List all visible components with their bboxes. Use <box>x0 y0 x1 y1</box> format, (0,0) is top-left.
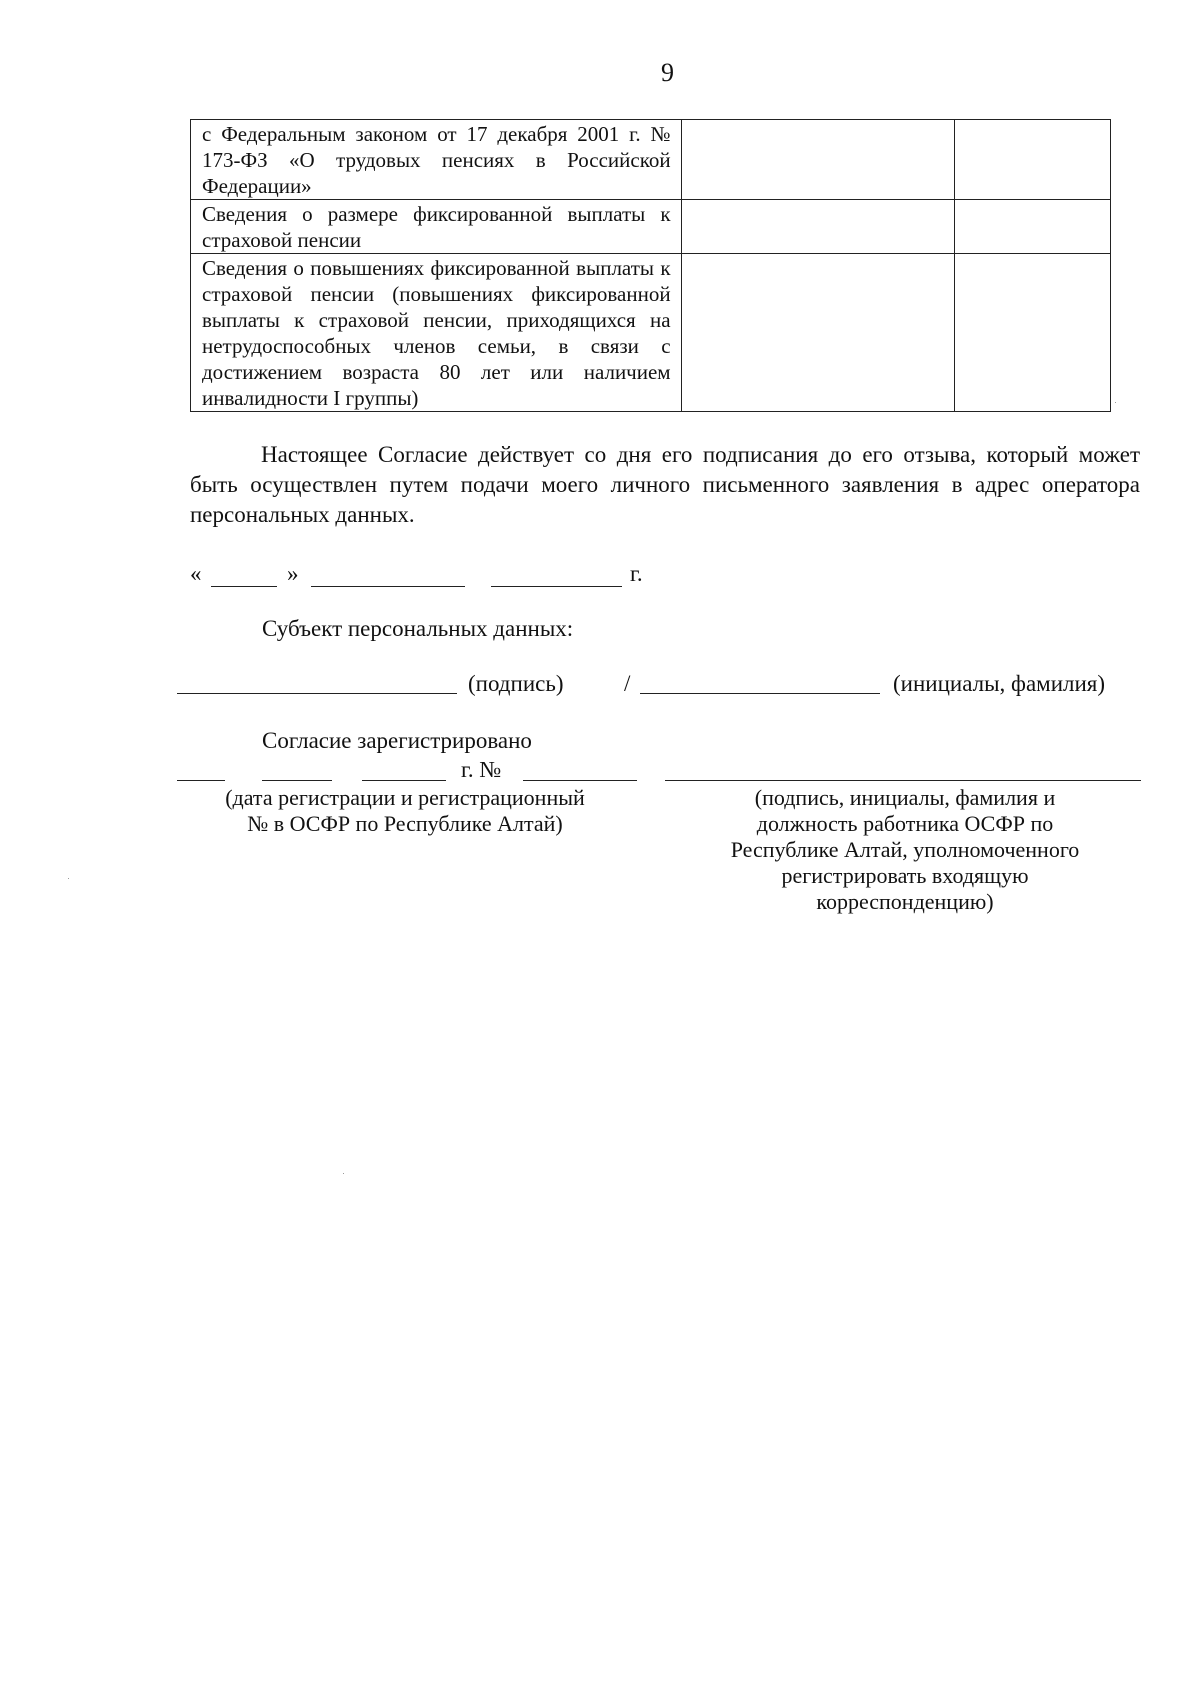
caption-line: должность работника ОСФР по <box>756 811 1054 836</box>
scan-speck <box>343 1173 344 1174</box>
table-cell-empty <box>681 200 955 254</box>
table-cell-empty <box>681 120 955 200</box>
name-blank-line <box>640 693 880 694</box>
table-cell-empty <box>681 254 955 412</box>
scan-speck <box>1115 402 1116 403</box>
registrar-signature-line <box>665 780 1141 781</box>
subject-label: Субъект персональных данных: <box>262 616 574 641</box>
table-row <box>191 120 1111 200</box>
day-blank-line <box>211 586 277 587</box>
signature-blank-line <box>177 693 457 694</box>
caption-line: (подпись, инициалы, фамилия и <box>754 785 1056 810</box>
caption-line: № в ОСФР по Республике Алтай) <box>247 811 563 836</box>
table-cell-description <box>191 200 682 254</box>
year-blank-line <box>491 586 622 587</box>
name-caption: (инициалы, фамилия) <box>893 671 1106 696</box>
registration-month-line <box>262 780 332 781</box>
date-open-quote: « <box>190 561 202 586</box>
table-cell-empty <box>955 254 1111 412</box>
page-number: 9 <box>661 58 674 87</box>
date-close-quote: » <box>287 561 299 586</box>
registration-left-caption <box>170 785 640 837</box>
table-cell-description <box>191 120 682 200</box>
registration-number-line <box>523 780 637 781</box>
registration-day-line <box>177 780 225 781</box>
caption-line: Республике Алтай, уполномоченного <box>730 837 1080 862</box>
row-description: с Федеральным законом от 17 декабря 2001 г. № 173-ФЗ «О трудовых пенсиях в Российской Федерации» <box>202 122 671 198</box>
row-description: Сведения о повышениях фиксированной выплаты к страховой пенсии (повышениях фиксированной выплаты к страховой пенсии, приходящихся на нетрудоспособных членов семьи, в связи с достижением возраста 80 лет или наличием инвалидности I группы) <box>202 256 671 410</box>
caption-line: корреспонденцию) <box>816 889 994 914</box>
signature-caption: (подпись) <box>468 671 564 696</box>
consent-paragraph: Настоящее Согласие действует со дня его подписания до его отзыва, который может быть осуществлен путем подачи моего личного письменного заявления в адрес оператора персональных данных. <box>190 442 1140 527</box>
year-suffix: г. <box>630 561 643 586</box>
table-cell-empty <box>955 120 1111 200</box>
table-row <box>191 200 1111 254</box>
row-description: Сведения о размере фиксированной выплаты к страховой пенсии <box>202 202 671 252</box>
table-row <box>191 254 1111 412</box>
table-cell-empty <box>955 200 1111 254</box>
month-blank-line <box>311 586 465 587</box>
scan-speck <box>68 878 69 879</box>
signature-separator: / <box>624 671 631 696</box>
registration-year-number: г. № <box>461 757 502 782</box>
registration-right-caption <box>670 785 1140 915</box>
registration-title: Согласие зарегистрировано <box>262 728 532 753</box>
caption-line: (дата регистрации и регистрационный <box>225 785 585 810</box>
data-table <box>190 119 1111 412</box>
caption-line: регистрировать входящую <box>781 863 1029 888</box>
registration-year-line <box>362 780 446 781</box>
table-cell-description <box>191 254 682 412</box>
